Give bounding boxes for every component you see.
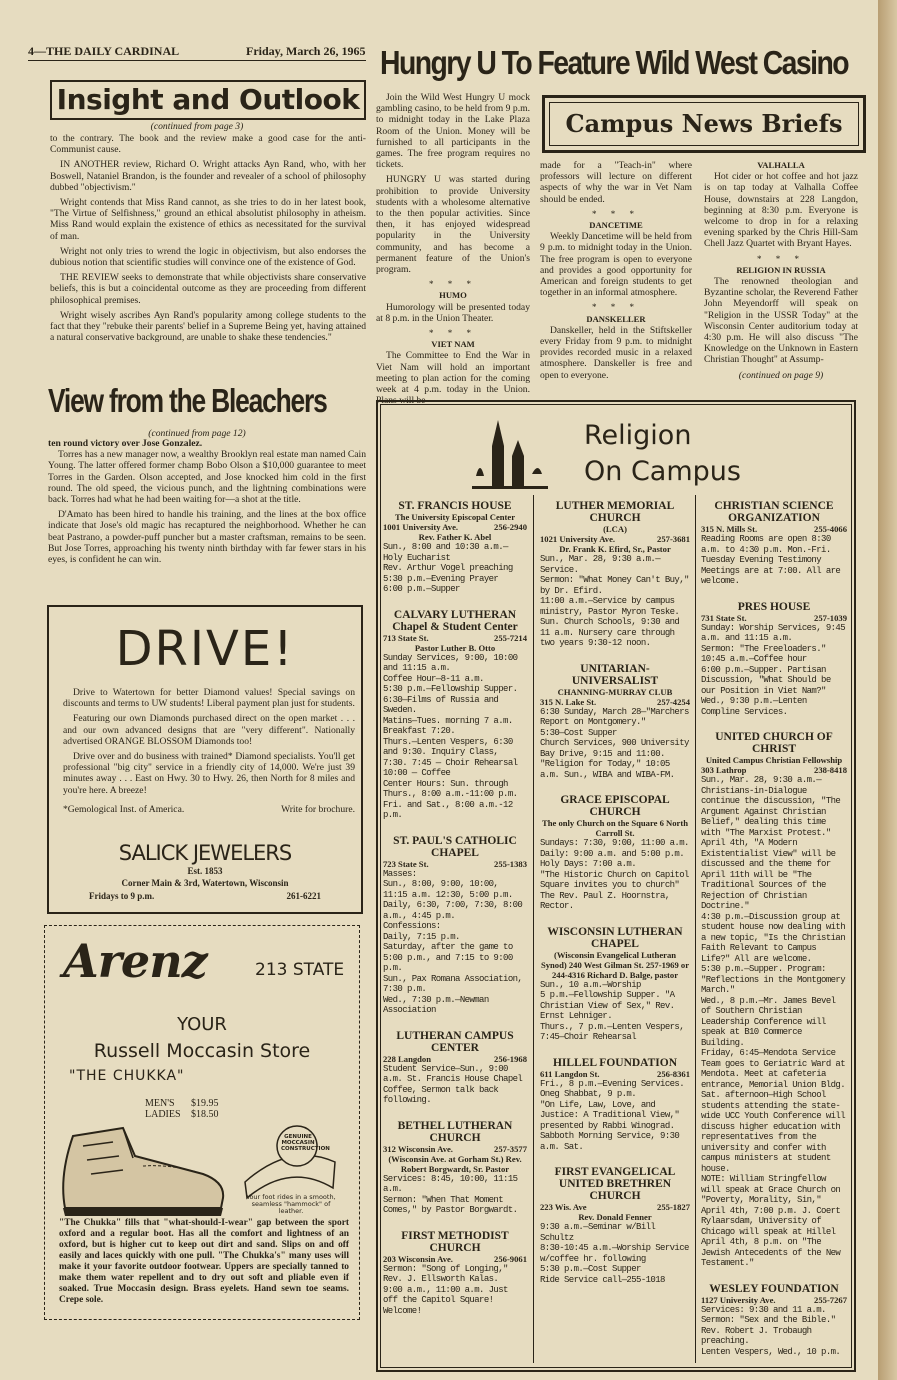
church-address: 223 Wis. Ave [540,1202,587,1212]
drive-paragraph: Drive over and do business with trained* Diamond specialists. You'll get professional "big city" service in a friendly city of 14,000. We're just 39 minutes away . . . East on Hwy. 30 to Hwy. 26, then North for 8 miles and you're here. A breeze! [63,751,355,796]
church-schedule-line: Fri., 8 p.m.—Evening Services. Oneg Shabbat, 9 p.m. [540,1078,685,1099]
church-subtitle: (LCA) [603,524,627,534]
church-address-row [383,522,527,532]
church-schedule-line: Sun., Pax Romana Association, 7:30 p.m. [383,973,523,994]
church-schedule-line: Masses: [383,868,417,879]
masthead-rule [28,60,366,61]
church-listing [383,500,527,595]
briefs-column-2 [704,160,858,381]
church-listing [701,601,847,718]
church-schedule-line: 9:00 a.m., 11:00 a.m. Just off the Capitol Square! Welcome! [383,1284,508,1316]
bleachers-paragraph: D'Amato has been hired to handle his training, and the lines at the box office indicate that Jose's old magic has recaptured the neighborhood. Whether he can beat Pastrano, a powder-puff puncher but a master craftsman, remains to be seen. But Jose Torres, approaching his twenty ninth birthday with far fewer stars in his eyes, is confident he can win. [48,509,366,566]
church-address: 203 Wisconsin Ave. [383,1253,453,1264]
arenz-your: YOUR [177,1014,227,1035]
church-schedule-line: Sunday Services, 9:00, 10:00 and 11:15 a.m. [383,652,518,673]
church-phone: 238-8418 [814,765,847,775]
church-schedule-line: Daily, 6:30, 7:00, 7:30, 8:00 a.m., 4:45 p.m. [383,900,523,921]
chukka-boot-illustration [53,1116,233,1226]
church-schedule-line: Sermon: "When That Moment Comes," by Pastor Borgwardt. [383,1194,518,1215]
church-subtitle: The University Episcopal Center [394,512,516,522]
church-schedule-line: 10:45 a.m.—Coffee hour [701,654,807,664]
church-schedule-line: Sermon: "What Money Can't Buy," by Dr. Efird. [540,575,689,596]
church-listing [540,1166,690,1285]
church-pastor: (Wisconsin Ave. at Gorham St.) Rev. Robert Borgwardt, Sr. Pastor [388,1153,522,1174]
church-subtitle: The only Church on the Square 6 North Carroll St. [541,818,689,838]
insight-paragraph: Wright wisely ascribes Ayn Rand's popularity among college students to the fact that they "rebuke their parents' belief in a Supreme Being yet, having attained a natural conservative background, are unable to shake these tendencies." [50,309,366,344]
church-schedule-line: Sermon: "Sex and the Bible." Rev. Robert J. Trobaugh preaching. [701,1315,836,1346]
church-address: 611 Langdon St. [540,1068,600,1079]
arenz-mens-price: $19.95 [191,1098,219,1109]
salick-hours-row [89,891,321,901]
church-address: 713 State St. [383,632,429,643]
briefs-title: Campus News Briefs [565,109,843,138]
vietnam-subhead: VIET NAM [431,339,475,350]
casino-paragraph: HUNGRY U was started during prohibition to provide University students with a wholesome alternative to the then popular activities. Since then, it has enjoyed widespread popularity in the University community, and has become a permanent feature of the Union's program. [376,174,530,276]
church-schedule-line: 5 p.m.—Fellowship Supper. "A Christian View of Sex," Rev. Ernst Lehniger. [540,990,675,1021]
church-schedule-line: Wed., 9:30 p.m.—Lenten Compline Services. [701,696,807,717]
church-listing [540,926,690,1043]
church-schedule-line: Friday, 6:45—Mendota Service Team goes to Geriatric Ward at Mendota. Meet at cafeteria entrance, Memorial Union Bldg. [701,1048,846,1090]
church-address: 228 Langdon [383,1053,431,1064]
church-schedule-line: Sabboth Morning Service, 9:30 a.m. Sat. [540,1131,680,1152]
church-name: WISCONSIN LUTHERAN CHAPEL [547,925,683,950]
church-schedule-line: "On Life, Law, Love, and Justice: A Traditional View," presented by Rabbi Winograd. [540,1099,680,1131]
page-folio: 4—THE DAILY CARDINAL [28,44,180,58]
religion-column-1 [383,500,527,1330]
valhalla-subhead: VALHALLA [757,160,805,170]
church-pastor: Rev. Donald Fenner [578,1212,652,1222]
church-address-row [701,524,847,534]
salick-address: Corner Main & 3rd, Watertown, Wisconsin [121,878,289,888]
separator-stars: * * * [592,208,640,219]
church-name: LUTHER MEMORIAL CHURCH [555,500,675,524]
church-schedule-line: "The Historic Church on Capitol Square invites you to church" The Rev. Paul Z. Hoornstra, Rector. [540,869,689,911]
church-schedule-line: 11:00 a.m.—Service by campus ministry, Pastor Myron Teske. [540,596,680,617]
church-schedule-line: 5:30 p.m.—Supper. Program: "Reflections in the Montgomery March." [701,964,846,995]
church-schedule-line: Saturday, after the game to 5:00 p.m., and 7:15 to 9:00 p.m. [383,942,513,973]
church-phone: 256-2940 [494,522,527,532]
church-steeple-icon [470,416,550,496]
church-phone: 255-7214 [494,632,527,643]
drive-title: DRIVE! [115,621,295,677]
church-schedule-line: Sun., 8:00 and 10:30 a.m.—Holy Eucharist [383,542,508,563]
church-name: HILLEL FOUNDATION [552,1056,678,1069]
church-name: FIRST METHODIST CHURCH [401,1229,509,1254]
church-address-row [383,1254,527,1264]
church-listing [383,1030,527,1106]
insight-paragraph: Wright contends that Miss Rand cannot, as she tries to do in her latest book, "The Virtue of Selfishness," ground an ethical absolutist philosophy in atheism. Miss Rand would explain the existence of ethics as necessitated for the survival of man. [50,197,366,242]
church-address-row [540,534,690,544]
church-schedule-line: Wed., 7:30 p.m.—Newman Association [383,994,489,1015]
church-listing [540,663,690,781]
church-schedule-line: 5:30 p.m.—Cost Supper [540,1264,641,1274]
separator-stars: * * * [592,302,640,313]
church-schedule-line: 6:30—Films of Russia and Sweden. [383,694,499,715]
church-schedule-line: Sun. Church Schools, 9:30 and 11 a.m. Nursery care through two years 9:30-12 noon. [540,617,680,648]
church-subtitle: CHANNING-MURRAY CLUB [557,686,673,697]
humo-subhead: HUMO [439,290,467,301]
casino-story [376,92,530,410]
church-address-row [540,1069,690,1079]
church-schedule-line: Reading Rooms are open 8:30 a.m. to 4:30 p.m. Mon.-Fri. [701,534,831,555]
bleachers-lead: ten round victory over Jose Gonzalez. [48,438,203,449]
church-address-row [701,765,847,775]
religion-column-2 [540,500,690,1299]
church-schedule-line: Thurs., 7 p.m.—Lenten Vespers, 7:45—Choir Rehearsal [540,1021,685,1042]
drive-footnote-row [63,804,355,815]
church-address: 303 Lathrop [701,765,747,775]
humo-paragraph: Humorology will be presented today at 8 p.m. in the Union Theater. [376,301,530,324]
church-schedule-line: Sunday: Worship Services, 9:45 a.m. and 11:15 a.m. [701,622,846,643]
church-schedule-line: Daily: 9:00 a.m. and 5:00 p.m. [540,848,685,859]
church-address: 1001 University Ave. [383,522,459,532]
briefs-continued: (continued on page 9) [738,369,824,381]
church-pastor: Rev. Father K. Abel [418,532,492,542]
dancetime-paragraph: Weekly Dancetime will be held from 9 p.m. to midnight today in the Union. The free program is open to everyone and provides a good opportunity for American and foreign students to get together in an informal atmosphere. [540,231,692,299]
church-schedule-line: Matins—Tues. morning 7 a.m. Breakfast 7:20. [383,715,513,736]
bleachers-continued: (continued from page 12) [148,428,246,439]
insight-body [50,133,366,347]
church-schedule-line: 6:00 p.m.—Supper. Partisan Discussion, "What Should be our Position in Viet Nam?" [701,664,831,696]
church-listing [540,1057,690,1153]
church-name: CALVARY LUTHERAN Chapel & Student Center [392,608,518,633]
church-listing [540,500,690,649]
drive-body [63,687,355,815]
church-phone: 256-9061 [494,1253,527,1264]
religion-title-line1: Religion [584,420,692,451]
church-name: FIRST EVANGELICAL UNITED BRETHREN CHURCH [554,1166,676,1202]
column-divider [533,495,534,1363]
insight-title-box [50,80,366,120]
church-phone: 257-3681 [657,534,690,544]
church-listing [383,835,527,1016]
church-schedule-line: 4:30 p.m.—Discussion group at student house now dealing with a new topic, "Is the Christian Faith Relevant to Campus Life?" All are welcome. [701,911,846,964]
church-name: WESLEY FOUNDATION [709,1282,839,1295]
salick-phone: 261-6221 [286,891,321,901]
church-schedule-line: 5:30—Cost Supper [540,727,617,738]
church-schedule-line: Coffee, Sermon talk back following. [383,1084,499,1105]
dancetime-subhead: DANCETIME [589,220,643,231]
separator-stars: * * * [429,279,477,290]
insight-paragraph: Wright not only tries to wrend the logic in objectivism, but also endorses the dubious notion that scientific studies will convince one of the existence of God. [50,245,366,269]
arenz-ad [44,925,360,1320]
church-name: UNITED CHURCH OF CHRIST [715,731,833,755]
church-address: 731 State St. [701,612,747,623]
vietnam-paragraph: The Committee to End the War in Viet Nam will hold an important meeting to plan action for the coming week at 4 p.m. today in the Union. Plans will be [376,350,530,407]
church-address: 315 N. Lake St. [540,696,597,707]
church-name: ST. FRANCIS HOUSE [398,500,512,512]
bleachers-paragraph: Torres has a new manager now, a wealthy Brooklyn real estate man named Cain Young. The latter offered former champ Bobo Olson a $10,000 guarantee to meet Torres in the Garden. Olson accepted, and Jose knocked him cold in the first round. The old speed, the vicious punch, and the lightning combinations were back. Torres had what he had been waiting for—a shot at the title. [48,449,366,506]
church-address: 1127 University Ave. [701,1294,776,1305]
church-address-row [383,1054,527,1064]
column-divider [695,495,696,1363]
church-schedule-line: Tuesday Evening Testimony Meetings are at 7:00. All are welcome. [701,555,841,586]
arenz-model: "THE CHUKKA" [69,1068,185,1084]
danskeller-paragraph: Danskeller, held in the Stiftskeller every Friday from 9 p.m. to midnight provides recorded music in a relaxed atmosphere. Danskeller is free and open to everyone. [540,324,692,381]
church-schedule-line: Ride Service call—255-1018 [540,1274,665,1285]
church-schedule-line: Thurs.—Lenten Vespers, 6:30 and 9:30. Inquiry Class, 7:30. 7:45 — Choir Rehearsal [383,736,518,768]
danskeller-subhead: DANSKELLER [586,313,646,324]
church-schedule-line: 5:30 p.m.—Evening Prayer [383,573,499,584]
church-schedule-line: Sun., Mar. 28, 9:30 a.m.—Service. [540,554,661,575]
bleachers-body [48,438,366,569]
church-schedule-line: 6:00 p.m.—Supper [383,584,460,594]
valhalla-paragraph: Hot cider or hot coffee and hot jazz is on tap today at Valhalla Coffee House, downstairs at 228 Langdon, beginning at 8:30 p.m. Everyone is welcome to drop in for a relaxing evening sparked by the Chris Hill-Sam Chell Jazz Quartet with Bryant Hayes. [704,171,858,250]
church-name: CHRISTIAN SCIENCE ORGANIZATION [714,500,834,524]
church-schedule-line: NOTE: William Stringfellow will speak at Grace Church on "Poverty, Morality, Sin," April 4th, 7:00 p.m. J. Coert Rylaarsdam, University of Chicago will speak at Hillel April 4th, 8 p.m. on "The Jewish Antecedents of the New Testament." [701,1174,841,1268]
salick-jewelers-ad [47,605,363,914]
church-name: PRES HOUSE [737,600,811,613]
arenz-mens-label: MEN'S [145,1098,175,1109]
separator-stars: * * * [757,253,805,264]
church-address-row [540,697,690,707]
church-name: BETHEL LUTHERAN CHURCH [397,1119,513,1144]
church-schedule-line: 8:30-10:45 a.m.—Worship Service w/coffee hr. following [540,1243,689,1264]
church-name: ST. PAUL'S CATHOLIC CHAPEL [393,834,517,859]
church-phone: 255-7267 [814,1294,847,1305]
church-schedule-line: Services: 8:45, 10:00, 11:15 a.m. [383,1173,518,1194]
church-subtitle: United Campus Christian Fellowship [705,755,843,765]
church-subtitle: (Wisconsin Evangelical Lutheran Synod) 240 West Gilman St. 257-1969 or 244-4316 Richard D. Balge, pastor [540,949,690,980]
church-pastor: Dr. Frank K. Efird, Sr., Pastor [559,544,671,554]
church-address: 1021 University Ave. [540,534,616,544]
religion-column-3 [701,500,847,1371]
church-phone: 257-4254 [657,696,690,707]
arenz-street: 213 STATE [255,960,345,980]
church-schedule-line: 6:30 Sunday, March 28—"Marchers Report on Montgomery." [540,706,689,727]
church-address: 723 State St. [383,858,429,869]
briefs-title-box [542,95,866,153]
drive-footnote: *Gemological Inst. of America. [63,803,185,815]
church-schedule-line: Center Hours: Sun. through Thurs., 8:00 a.m.-11:00 p.m. Fri. and Sat., 8:00 a.m.-12 p.m. [383,778,518,820]
church-name: UNITARIAN-UNIVERSALIST [571,662,659,687]
church-schedule-line: Daily, 7:15 p.m. [383,931,460,942]
church-name: GRACE EPISCOPAL CHURCH [560,794,670,818]
church-address: 315 N. Mills St. [701,524,758,534]
church-phone: 255-4066 [814,524,847,534]
briefs-paragraph: made for a "Teach-in" where professors will lecture on different aspects of why the war in Vet Nam should be ended. [540,160,692,205]
adjacent-page-edge [878,0,897,1380]
salick-hours: Fridays to 9 p.m. [89,891,155,901]
salick-store-name: SALICK JEWELERS [118,841,292,865]
separator-stars: * * * [429,328,477,339]
arenz-ladies-price: $18.50 [191,1109,219,1120]
insight-title: Insight and Outlook [56,83,360,116]
church-schedule-line: Sun., 10 a.m.—Worship [540,979,641,990]
church-schedule-line: Sat. afternoon—High School students attending the state-wide UCC Youth Conference will discuss higher education with representatives from the university and confer with campus ministers at student house. [701,1090,846,1174]
arenz-caption: Your foot rides in a smooth, seamless "hammock" of leather. [246,1193,336,1215]
drive-brochure: Write for brochure. [281,803,355,815]
church-address-row [383,633,527,643]
arenz-brand: Arenz [63,934,207,988]
church-address: 312 Wisconsin Ave. [383,1143,453,1154]
briefs-column-1 [540,160,692,385]
church-schedule-line: Student Service—Sun., 9:00 a.m. St. Francis House Chapel [383,1063,523,1084]
salick-est: Est. 1853 [187,866,223,876]
church-pastor: Pastor Luther B. Otto [414,642,496,653]
church-address-row [383,1144,527,1154]
church-listing [383,609,527,821]
church-listing [383,1120,527,1216]
church-schedule-line: Confessions: [383,921,441,931]
church-schedule-line: Sun., 8:00, 9:00, 10:00, 11:15 a.m. 12:30, 5:00 p.m. [383,879,513,900]
church-phone: 257-3577 [494,1143,527,1154]
church-schedule-line: 9:30 a.m.—Seminar w/Bill Schultz [540,1222,656,1243]
church-schedule-line: Holy Days: 7:00 a.m. [540,859,637,869]
church-schedule-line: Church Services, 900 University Bay Drive, 9:15 and 11:00. "Religion for Today," 10:05 a.m. Sun., WIBA and WIBA-FM. [540,738,689,780]
casino-paragraph: Join the Wild West Hungry U mock gambling casino, to be held from 9 p.m. to midnight today in the Lake Plaza Room of the Union. Money will be furnished to all participants in the games. The free program requires no tickets. [376,92,530,171]
insight-paragraph: to the contrary. The book and the review make a good case for the anti-Communist cause. [50,133,366,156]
bleachers-title: View from the Bleachers [48,382,327,419]
church-schedule-line: Sermon: "The Freeloaders." [701,643,826,654]
church-listing [701,1283,847,1358]
church-listing [540,794,690,912]
church-phone: 255-1383 [494,858,527,869]
church-schedule-line: Coffee Hour—8-11 a.m. [383,673,484,684]
church-phone: 257-1039 [814,612,847,623]
church-phone: 256-1968 [494,1053,527,1064]
main-headline: Hungry U To Feature Wild West Casino [380,44,849,81]
arenz-store: Russell Moccasin Store [93,1040,311,1062]
religion-russia-subhead: RELIGION IN RUSSIA [736,264,826,275]
church-schedule-line: 5:30 p.m.—Fellowship Supper. [383,684,518,694]
church-schedule-line: Sermon: "Song of Longing," Rev. J. Ellsworth Kalas. [383,1263,508,1284]
church-listing [701,731,847,1269]
religion-russia-paragraph: The renowned theologian and Byzantine scholar, the Reverend Father John Meyendorff will speak on "Religion in the USSR Today" at the Wisconsin Center auditorium today at 4:30 p.m. He will also discuss "The Knowledge on the Unknown in Eastern Christian Thought" at Assump- [704,276,858,366]
arenz-ladies-label: LADIES [145,1109,181,1120]
church-address-row [701,613,847,623]
church-schedule-line: Services: 9:30 and 11 a.m. [701,1304,826,1315]
church-address-row [701,1295,847,1305]
drive-paragraph: Drive to Watertown for better Diamond values! Special savings on discounts and terms to UW students! Liberal payment plan just for students. [63,687,355,710]
insight-continued: (continued from page 3) [150,121,244,132]
insight-paragraph: THE REVIEW seeks to demonstrate that while objectivists share conservative beliefs, this is but a coincidental outcome as they are proceeding from different philosophical premises. [50,272,366,306]
church-schedule-line: Rev. Arthur Vogel preaching [383,563,513,573]
church-address-row [383,859,527,869]
church-listing [701,500,847,587]
church-schedule-line: Sun., Mar. 28, 9:30 a.m.—Christians-in-Dialogue continue the discussion, "The Argument Against Christian Belief," dealing this time with "The Marxist Protest." April 4th, "A Modern Existentialist View" will be discussed and the theme for April 11th will be "The Traditional Sources of the Rejection of Christian Doctrine." [701,775,841,911]
arenz-body: "The Chukka" fills that "what-should-I-wear" gap between the sport oxford and a regular boot. Has all the comfort and lightness of an oxford, but is higher cut to keep out dirt and sand. Slips on and off easily and laces quickly with one pull. "The Chukka's" many uses will make it your favorite outdoor footwear. Uppers are specially tanned to make them water repellent and to dry out soft and pliable even if soaked. True Moccasin design. Brass eyelets. Hand sewn toe seams. Crepe sole. [59,1218,349,1305]
religion-title-line2: On Campus [584,456,741,487]
church-phone: 255-1827 [657,1202,690,1212]
drive-paragraph: Featuring our own Diamonds purchased direct on the open market . . . and our own advanced designs that are "very different". Nationally advertised ORANGE BLOSSOM Diamonds too! [63,713,355,747]
church-name: LUTHERAN CAMPUS CENTER [396,1029,514,1054]
church-address-row [540,1202,690,1212]
church-schedule-line: Wed., 8 p.m.—Mr. James Bevel of Southern Christian Leadership Conference will speak at B10 Commerce Building. [701,995,836,1048]
church-phone: 256-8361 [657,1068,690,1079]
insight-paragraph: IN ANOTHER review, Richard O. Wright attacks Ayn Rand, who, with her Boswell, Nataniel Brandon, is the founder and revealer of a school of philosophy dubbed "objectivism." [50,159,366,193]
church-schedule-line: Sundays: 7:30, 9:00, 11:00 a.m. [540,838,689,848]
church-listing [383,1230,527,1317]
page-date: Friday, March 26, 1965 [246,44,366,58]
church-schedule-line: 10:00 — Coffee [383,768,451,778]
moccasin-seal-text: GENUINE MOCCASIN CONSTRUCTION [281,1134,330,1152]
church-schedule-line: Lenten Vespers, Wed., 10 p.m. [701,1346,841,1357]
